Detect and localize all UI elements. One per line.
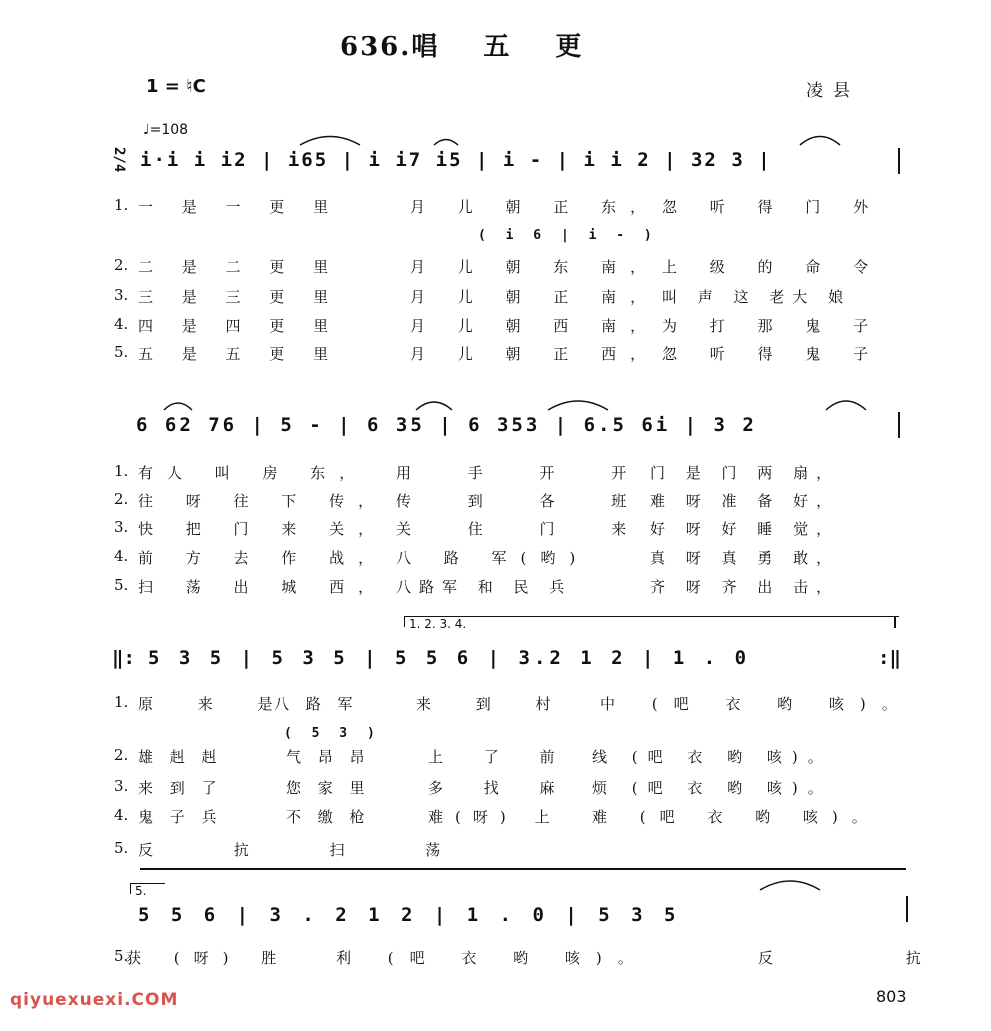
lyric-phrase: 八 路 军 <box>274 695 359 713</box>
lyric-phrase: 反 抗 <box>758 949 985 967</box>
lyric-phrase: 线 (吧 衣 哟 咳)。 <box>592 748 833 766</box>
repeat-end: :‖ <box>878 647 901 669</box>
lyric-phrase: 叫 声 这 老大 娘 <box>662 288 852 306</box>
system3-notes: 5 3 5 | 5 3 5 | 5 5 6 | 3.2 1 2 | 1 . 0 <box>148 647 751 669</box>
lyric-phrase: 齐 呀 齐 出 击， <box>650 578 840 596</box>
verse-number: 2. <box>114 490 129 508</box>
system3-sub-notes: ( 5 3 ) <box>284 726 381 741</box>
slur <box>800 137 840 146</box>
lyric-phrase: 雄 赳 赳 <box>138 748 223 766</box>
verse-number: 1. <box>114 462 129 480</box>
title-char-2: 五 <box>483 32 512 62</box>
lyric-phrase: 为 打 那 鬼 子 <box>662 317 883 335</box>
slur <box>416 402 452 410</box>
lyric-phrase: 八路军 和 民 兵 <box>396 578 573 596</box>
slur <box>826 401 866 410</box>
repeat-start: ‖: <box>112 647 135 669</box>
lyric-phrase: 忽 听 得 门 外 <box>662 198 883 216</box>
lyric-phrase: 门 是 门 两 扇， <box>650 464 840 482</box>
lyric-phrase: 不 缴 枪 <box>286 808 371 826</box>
lyric-phrase: 气 昂 昂 <box>286 748 371 766</box>
verse-number: 2. <box>114 746 129 764</box>
lyric-phrase: 前 方 去 作 战， <box>138 549 388 567</box>
lyric-phrase: 来 到 村 <box>416 695 571 713</box>
lyric-phrase: 难 (吧 衣 哟 咳)。 <box>592 808 881 826</box>
song-number: 636. <box>340 32 412 62</box>
lyric-phrase: 月 儿 朝 东 南， <box>410 258 660 276</box>
lyric-phrase: 忽 听 得 鬼 子 <box>662 345 883 363</box>
volta-bracket <box>130 883 165 898</box>
slur <box>434 140 458 146</box>
slur <box>548 401 608 410</box>
system2-notes: 6 62 76 | 5 - | 6 35 | 6 353 | 6.5 6i | 3 2 <box>136 414 757 436</box>
lyric-phrase: 利 (吧 衣 哟 咳)。 <box>336 949 649 967</box>
lyric-phrase: 真 呀 真 勇 敢， <box>650 549 840 567</box>
key-signature: 1 = ♮C <box>146 76 206 97</box>
verse-number: 5. <box>114 839 129 857</box>
verse-number: 4. <box>114 315 129 333</box>
verse-number: 1. <box>114 693 129 711</box>
volta-label: 1. 2. 3. 4. <box>409 617 467 631</box>
lyric-phrase: 原 来 是 <box>138 695 293 713</box>
lyric-phrase: 难 呀 准 备 好， <box>650 492 840 510</box>
lyric-phrase: 月 儿 朝 西 南， <box>410 317 660 335</box>
verse-number: 5. <box>114 947 129 965</box>
site-watermark: qiyuexuexi.COM <box>10 990 179 1010</box>
tempo-marking: ♩=108 <box>143 122 189 138</box>
verse-number: 1. <box>114 196 129 214</box>
lyric-phrase: 反 抗 扫 荡 <box>138 841 479 859</box>
lyric-phrase: 传 到 各 班 <box>396 492 653 510</box>
verse-number: 4. <box>114 806 129 824</box>
lyric-phrase: 鬼 子 兵 <box>138 808 223 826</box>
lyric-phrase: 上 级 的 命 令 <box>662 258 883 276</box>
title-char-1: 唱 <box>411 32 440 62</box>
page-number: 803 <box>876 987 907 1006</box>
region-label: 凌县 <box>806 81 860 101</box>
lyric-phrase: 您 家 里 <box>286 779 371 797</box>
lyric-phrase: 有人 叫 房 东， <box>138 464 369 482</box>
lyric-phrase: 快 把 门 来 关， <box>138 520 388 538</box>
bar-line <box>898 412 900 438</box>
slur <box>164 403 192 410</box>
time-signature: 2/4 <box>111 147 127 173</box>
lyric-phrase: 月 儿 朝 正 南， <box>410 288 660 306</box>
lyric-phrase: 二 是 二 更 里 <box>138 258 341 276</box>
system1-sub-notes: ( i 6 | i - ) <box>478 228 658 243</box>
lyric-phrase: 月 儿 朝 正 东， <box>410 198 660 216</box>
slur <box>760 881 820 890</box>
verse-number: 5. <box>114 343 129 361</box>
lyric-phrase: 四 是 四 更 里 <box>138 317 341 335</box>
verse-number: 3. <box>114 518 129 536</box>
title-char-3: 更 <box>555 32 584 62</box>
lyric-phrase: 八 路 军(哟) <box>396 549 590 567</box>
system1-notes: i·i i i2 | i65 | i i7 i5 | i - | i i 2 | 32 3 | <box>140 149 772 171</box>
bar-line <box>898 148 900 174</box>
verse-number: 2. <box>114 256 129 274</box>
bar-line <box>906 896 908 922</box>
slur <box>300 137 360 146</box>
lyric-phrase: 获 (呀) 胜 <box>126 949 291 967</box>
lyric-phrase: 扫 荡 出 城 西， <box>138 578 388 596</box>
lyric-phrase: 来 到 了 <box>138 779 223 797</box>
system4-notes: 5 5 6 | 3 . 2 1 2 | 1 . 0 | 5 3 5 <box>138 904 681 926</box>
volta-bracket <box>404 616 899 631</box>
lyric-phrase: 多 找 麻 <box>428 779 573 797</box>
lyric-phrase: 月 儿 朝 正 西， <box>410 345 660 363</box>
volta-label: 5. <box>135 884 147 898</box>
lyric-phrase: 五 是 五 更 里 <box>138 345 341 363</box>
lyric-phrase: 三 是 三 更 里 <box>138 288 341 306</box>
verse-number: 3. <box>114 777 129 795</box>
verse-number: 5. <box>114 576 129 594</box>
lyric-phrase: 关 住 门 来 <box>396 520 653 538</box>
lyric-phrase: 用 手 开 开 <box>396 464 653 482</box>
lyric-phrase: 上 了 前 <box>428 748 573 766</box>
lyric-phrase: 一 是 一 更 里 <box>138 198 341 216</box>
volta-end-line <box>894 616 896 628</box>
lyric-phrase: 中 (吧 衣 哟 咳)。 <box>600 695 913 713</box>
verse-number: 4. <box>114 547 129 565</box>
verse-number: 3. <box>114 286 129 304</box>
lyric-phrase: 难(呀) 上 <box>428 808 562 826</box>
lyric-phrase: 好 呀 好 睡 觉， <box>650 520 840 538</box>
lyric-phrase: 往 呀 往 下 传， <box>138 492 388 510</box>
system-separator <box>140 868 906 870</box>
lyric-phrase: 烦 (吧 衣 哟 咳)。 <box>592 779 833 797</box>
song-title <box>340 26 583 63</box>
